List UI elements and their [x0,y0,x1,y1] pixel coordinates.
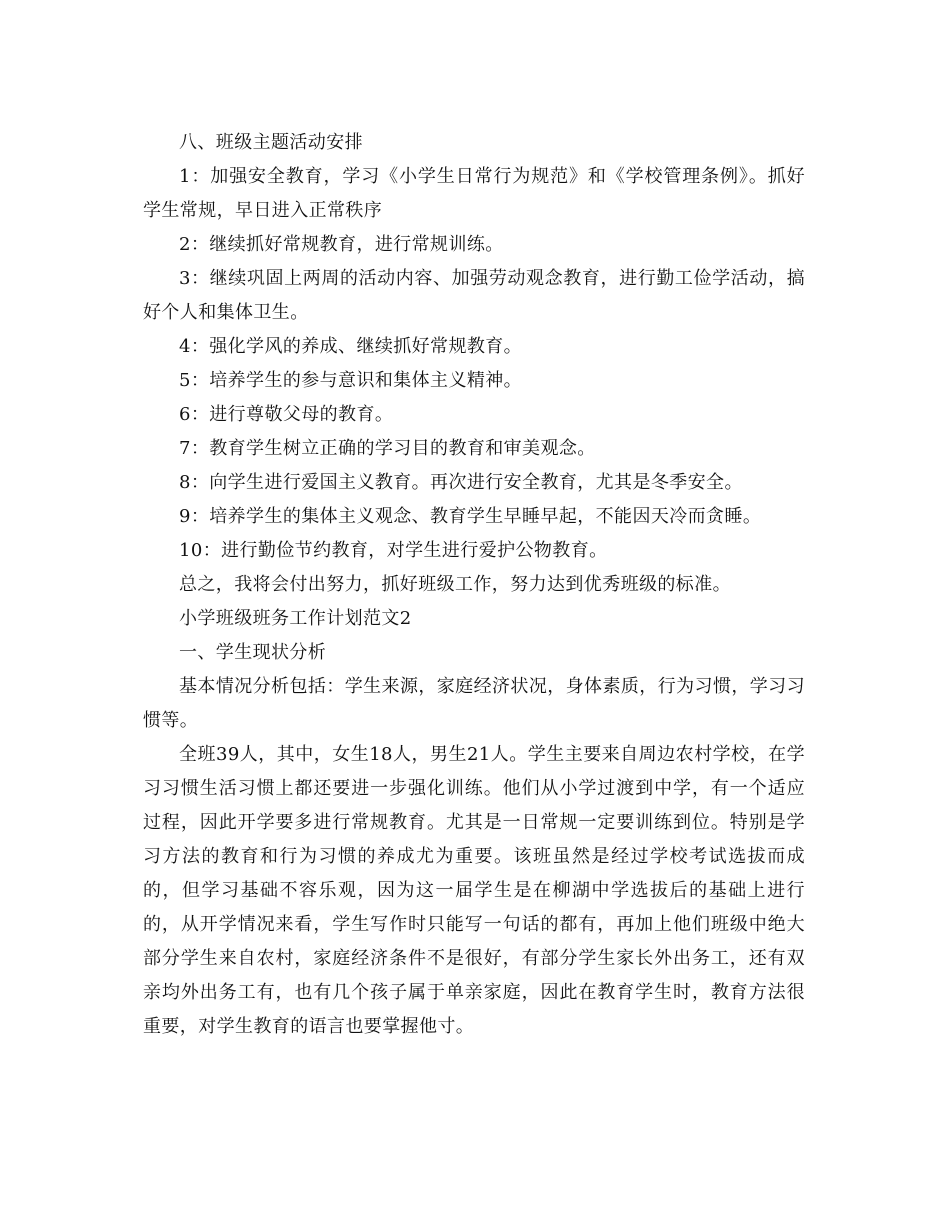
paragraph: 全班39人，其中，女生18人，男生21人。学生主要来自周边农村学校，在学习习惯生活习惯上都还要进一步强化训练。他们从小学过渡到中学，有一个适应过程，因此开学要多进行常规教育。尤其是一日常规一定要训练到位。特别是学习方法的教育和行为习惯的养成尤为重要。该班虽然是经过学校考试选拔而成的，但学习基础不容乐观，因为这一届学生是在柳湖中学选拔后的基础上进行的，从开学情况来看，学生写作时只能写一句话的都有，再加上他们班级中绝大部分学生来自农村，家庭经济条件不是很好，有部分学生家长外出务工，还有双亲均外出务工有，也有几个孩子属于单亲家庭，因此在教育学生时，教育方法很重要，对学生教育的语言也要掌握他寸。 [143,744,805,1037]
paragraph: 8：向学生进行爱国主义教育。再次进行安全教育，尤其是冬季安全。 [179,472,743,493]
paragraph: 6：进行尊敬父母的教育。 [179,404,394,425]
paragraph: 总之，我将会付出努力，抓好班级工作，努力达到优秀班级的标准。 [179,574,731,595]
document-body [143,126,805,1044]
paragraph: 基本情况分析包括：学生来源，家庭经济状况，身体素质，行为习惯，学习习惯等。 [143,676,805,731]
paragraph: 7：教育学生树立正确的学习目的教育和审美观念。 [179,438,596,459]
paragraph: 3：继续巩固上两周的活动内容、加强劳动观念教育，进行勤工俭学活动，搞好个人和集体卫生。 [143,268,805,323]
section-heading: 一、学生现状分析 [179,642,327,663]
paragraph: 5：培养学生的参与意识和集体主义精神。 [179,370,523,391]
paragraph: 4：强化学风的养成、继续抓好常规教育。 [179,336,523,357]
paragraph: 2：继续抓好常规教育，进行常规训练。 [179,234,504,255]
paragraph: 9：培养学生的集体主义观念、教育学生早睡早起，不能因天冷而贪睡。 [179,506,762,527]
paragraph: 10：进行勤俭节约教育，对学生进行爱护公物教育。 [179,540,608,561]
paragraph: 1：加强安全教育，学习《小学生日常行为规范》和《学校管理条例》。抓好学生常规，早日进入正常秩序 [143,166,805,221]
section-heading: 八、班级主题活动安排 [179,132,363,153]
article-title: 小学班级班务工作计划范文2 [179,608,412,629]
